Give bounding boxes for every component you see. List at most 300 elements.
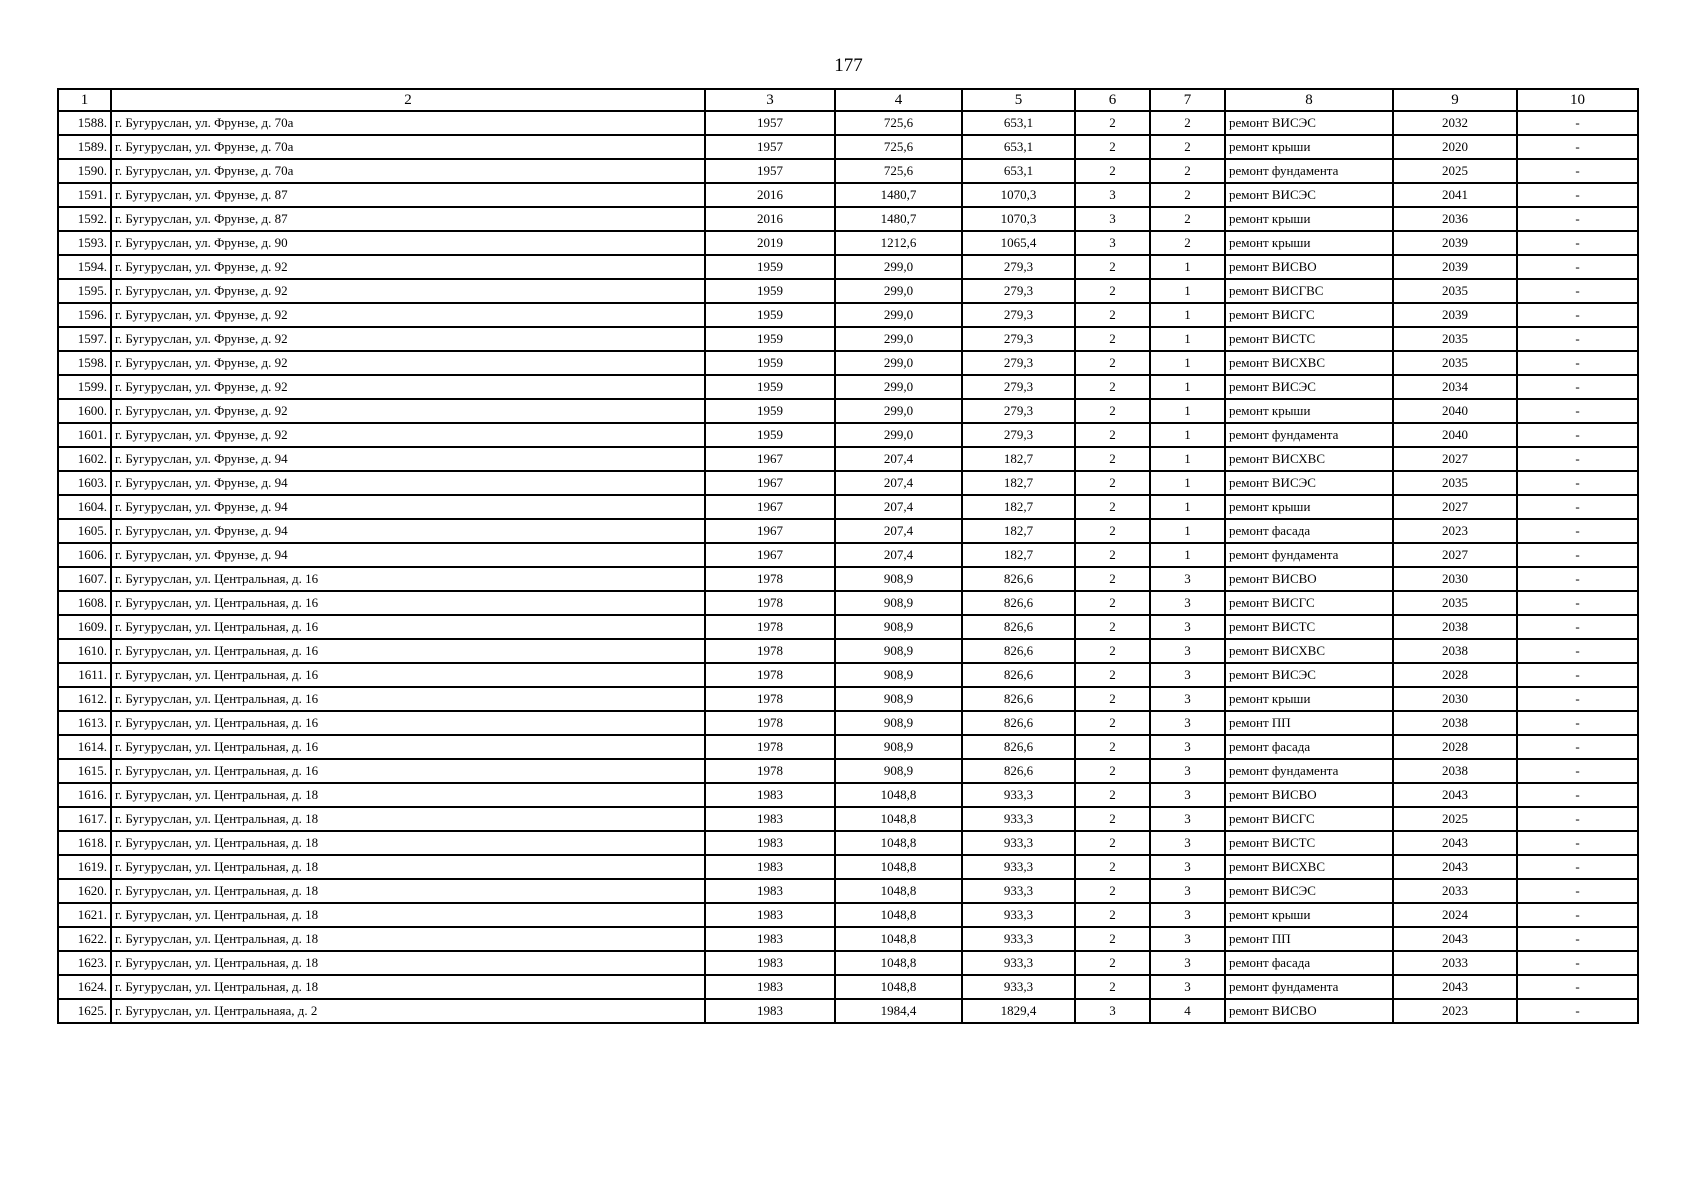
entrances-cell: 3 (1150, 951, 1225, 975)
note-cell: - (1517, 879, 1638, 903)
living-area-cell: 1829,4 (962, 999, 1075, 1023)
entrances-cell: 2 (1150, 207, 1225, 231)
living-area-cell: 653,1 (962, 159, 1075, 183)
work-type-cell: ремонт крыши (1225, 687, 1393, 711)
work-type-cell: ремонт ВИСХВС (1225, 639, 1393, 663)
planned-year-cell: 2041 (1393, 183, 1517, 207)
table-row (58, 423, 1638, 447)
note-cell: - (1517, 495, 1638, 519)
column-header-2: 2 (111, 89, 705, 111)
build-year-cell: 1983 (705, 783, 835, 807)
floors-cell: 2 (1075, 447, 1150, 471)
entrances-cell: 3 (1150, 903, 1225, 927)
note-cell: - (1517, 375, 1638, 399)
entrances-cell: 3 (1150, 783, 1225, 807)
note-cell: - (1517, 111, 1638, 135)
entrances-cell: 2 (1150, 111, 1225, 135)
build-year-cell: 1983 (705, 903, 835, 927)
floors-cell: 2 (1075, 591, 1150, 615)
address-cell: г. Бугуруслан, ул. Центральная, д. 18 (111, 927, 705, 951)
address-cell: г. Бугуруслан, ул. Центральная, д. 18 (111, 783, 705, 807)
floors-cell: 2 (1075, 159, 1150, 183)
entrances-cell: 1 (1150, 279, 1225, 303)
column-header-3: 3 (705, 89, 835, 111)
table-row (58, 759, 1638, 783)
row-number-cell: 1594. (58, 255, 111, 279)
entrances-cell: 2 (1150, 231, 1225, 255)
entrances-cell: 1 (1150, 399, 1225, 423)
table-row (58, 639, 1638, 663)
floors-cell: 2 (1075, 951, 1150, 975)
build-year-cell: 1978 (705, 567, 835, 591)
note-cell: - (1517, 255, 1638, 279)
note-cell: - (1517, 423, 1638, 447)
work-type-cell: ремонт ВИСГС (1225, 807, 1393, 831)
address-cell: г. Бугуруслан, ул. Центральная, д. 16 (111, 663, 705, 687)
entrances-cell: 3 (1150, 975, 1225, 999)
floors-cell: 2 (1075, 111, 1150, 135)
work-type-cell: ремонт ВИСВО (1225, 255, 1393, 279)
planned-year-cell: 2035 (1393, 471, 1517, 495)
address-cell: г. Бугуруслан, ул. Фрунзе, д. 92 (111, 399, 705, 423)
address-cell: г. Бугуруслан, ул. Фрунзе, д. 92 (111, 351, 705, 375)
address-cell: г. Бугуруслан, ул. Центральная, д. 18 (111, 951, 705, 975)
note-cell: - (1517, 567, 1638, 591)
build-year-cell: 1983 (705, 831, 835, 855)
planned-year-cell: 2038 (1393, 711, 1517, 735)
entrances-cell: 4 (1150, 999, 1225, 1023)
row-number-cell: 1598. (58, 351, 111, 375)
entrances-cell: 3 (1150, 567, 1225, 591)
note-cell: - (1517, 975, 1638, 999)
planned-year-cell: 2043 (1393, 855, 1517, 879)
entrances-cell: 1 (1150, 543, 1225, 567)
work-type-cell: ремонт ВИСВО (1225, 999, 1393, 1023)
work-type-cell: ремонт фасада (1225, 951, 1393, 975)
total-area-cell: 207,4 (835, 471, 962, 495)
floors-cell: 2 (1075, 255, 1150, 279)
planned-year-cell: 2039 (1393, 303, 1517, 327)
entrances-cell: 1 (1150, 303, 1225, 327)
build-year-cell: 1978 (705, 663, 835, 687)
entrances-cell: 3 (1150, 807, 1225, 831)
row-number-cell: 1611. (58, 663, 111, 687)
planned-year-cell: 2028 (1393, 663, 1517, 687)
work-type-cell: ремонт ВИСТС (1225, 831, 1393, 855)
build-year-cell: 1983 (705, 951, 835, 975)
floors-cell: 2 (1075, 543, 1150, 567)
work-type-cell: ремонт ВИСХВС (1225, 855, 1393, 879)
table-row (58, 183, 1638, 207)
build-year-cell: 1983 (705, 975, 835, 999)
total-area-cell: 1480,7 (835, 207, 962, 231)
address-cell: г. Бугуруслан, ул. Фрунзе, д. 92 (111, 375, 705, 399)
note-cell: - (1517, 951, 1638, 975)
address-cell: г. Бугуруслан, ул. Фрунзе, д. 94 (111, 495, 705, 519)
build-year-cell: 1957 (705, 135, 835, 159)
table-row (58, 519, 1638, 543)
row-number-cell: 1591. (58, 183, 111, 207)
living-area-cell: 182,7 (962, 447, 1075, 471)
entrances-cell: 2 (1150, 135, 1225, 159)
note-cell: - (1517, 903, 1638, 927)
address-cell: г. Бугуруслан, ул. Центральная, д. 18 (111, 855, 705, 879)
note-cell: - (1517, 327, 1638, 351)
address-cell: г. Бугуруслан, ул. Фрунзе, д. 92 (111, 423, 705, 447)
build-year-cell: 1959 (705, 423, 835, 447)
total-area-cell: 299,0 (835, 399, 962, 423)
living-area-cell: 826,6 (962, 591, 1075, 615)
note-cell: - (1517, 999, 1638, 1023)
note-cell: - (1517, 159, 1638, 183)
address-cell: г. Бугуруслан, ул. Центральная, д. 18 (111, 903, 705, 927)
planned-year-cell: 2035 (1393, 327, 1517, 351)
floors-cell: 2 (1075, 375, 1150, 399)
work-type-cell: ремонт крыши (1225, 207, 1393, 231)
build-year-cell: 2016 (705, 207, 835, 231)
address-cell: г. Бугуруслан, ул. Центральная, д. 18 (111, 975, 705, 999)
table-row (58, 135, 1638, 159)
total-area-cell: 908,9 (835, 687, 962, 711)
entrances-cell: 3 (1150, 711, 1225, 735)
total-area-cell: 207,4 (835, 519, 962, 543)
build-year-cell: 1967 (705, 471, 835, 495)
floors-cell: 2 (1075, 783, 1150, 807)
floors-cell: 2 (1075, 303, 1150, 327)
floors-cell: 2 (1075, 639, 1150, 663)
table-row (58, 951, 1638, 975)
floors-cell: 3 (1075, 999, 1150, 1023)
total-area-cell: 1048,8 (835, 951, 962, 975)
column-header-9: 9 (1393, 89, 1517, 111)
address-cell: г. Бугуруслан, ул. Фрунзе, д. 87 (111, 183, 705, 207)
address-cell: г. Бугуруслан, ул. Фрунзе, д. 92 (111, 279, 705, 303)
table-row (58, 927, 1638, 951)
column-header-7: 7 (1150, 89, 1225, 111)
address-cell: г. Бугуруслан, ул. Центральная, д. 16 (111, 615, 705, 639)
address-cell: г. Бугуруслан, ул. Фрунзе, д. 92 (111, 303, 705, 327)
address-cell: г. Бугуруслан, ул. Центральная, д. 16 (111, 711, 705, 735)
note-cell: - (1517, 831, 1638, 855)
build-year-cell: 1967 (705, 519, 835, 543)
living-area-cell: 826,6 (962, 567, 1075, 591)
planned-year-cell: 2035 (1393, 351, 1517, 375)
row-number-cell: 1618. (58, 831, 111, 855)
address-cell: г. Бугуруслан, ул. Центральная, д. 16 (111, 687, 705, 711)
floors-cell: 2 (1075, 903, 1150, 927)
table-row (58, 855, 1638, 879)
work-type-cell: ремонт крыши (1225, 399, 1393, 423)
total-area-cell: 299,0 (835, 423, 962, 447)
total-area-cell: 207,4 (835, 495, 962, 519)
table-row (58, 975, 1638, 999)
work-type-cell: ремонт фасада (1225, 735, 1393, 759)
note-cell: - (1517, 207, 1638, 231)
entrances-cell: 1 (1150, 255, 1225, 279)
total-area-cell: 299,0 (835, 255, 962, 279)
living-area-cell: 826,6 (962, 687, 1075, 711)
living-area-cell: 826,6 (962, 639, 1075, 663)
row-number-cell: 1604. (58, 495, 111, 519)
build-year-cell: 1983 (705, 927, 835, 951)
build-year-cell: 1959 (705, 327, 835, 351)
housing-registry-table (57, 88, 1639, 1024)
table-row (58, 375, 1638, 399)
total-area-cell: 908,9 (835, 591, 962, 615)
total-area-cell: 299,0 (835, 303, 962, 327)
build-year-cell: 1983 (705, 807, 835, 831)
note-cell: - (1517, 639, 1638, 663)
table-row (58, 615, 1638, 639)
address-cell: г. Бугуруслан, ул. Фрунзе, д. 92 (111, 327, 705, 351)
total-area-cell: 725,6 (835, 111, 962, 135)
table-row (58, 495, 1638, 519)
entrances-cell: 3 (1150, 759, 1225, 783)
address-cell: г. Бугуруслан, ул. Фрунзе, д. 87 (111, 207, 705, 231)
row-number-cell: 1596. (58, 303, 111, 327)
entrances-cell: 1 (1150, 351, 1225, 375)
row-number-cell: 1609. (58, 615, 111, 639)
column-header-1: 1 (58, 89, 111, 111)
floors-cell: 2 (1075, 855, 1150, 879)
floors-cell: 3 (1075, 183, 1150, 207)
note-cell: - (1517, 279, 1638, 303)
work-type-cell: ремонт фасада (1225, 519, 1393, 543)
table-row (58, 471, 1638, 495)
work-type-cell: ремонт ВИСЭС (1225, 663, 1393, 687)
floors-cell: 2 (1075, 279, 1150, 303)
row-number-cell: 1599. (58, 375, 111, 399)
floors-cell: 2 (1075, 927, 1150, 951)
work-type-cell: ремонт ВИСВО (1225, 783, 1393, 807)
address-cell: г. Бугуруслан, ул. Центральная, д. 16 (111, 735, 705, 759)
note-cell: - (1517, 591, 1638, 615)
address-cell: г. Бугуруслан, ул. Центральнаяа, д. 2 (111, 999, 705, 1023)
row-number-cell: 1619. (58, 855, 111, 879)
address-cell: г. Бугуруслан, ул. Фрунзе, д. 70а (111, 159, 705, 183)
row-number-cell: 1622. (58, 927, 111, 951)
note-cell: - (1517, 135, 1638, 159)
work-type-cell: ремонт ВИСЭС (1225, 471, 1393, 495)
planned-year-cell: 2038 (1393, 639, 1517, 663)
entrances-cell: 3 (1150, 831, 1225, 855)
work-type-cell: ремонт ВИСЭС (1225, 375, 1393, 399)
column-header-8: 8 (1225, 89, 1393, 111)
entrances-cell: 3 (1150, 687, 1225, 711)
address-cell: г. Бугуруслан, ул. Центральная, д. 18 (111, 879, 705, 903)
total-area-cell: 1048,8 (835, 831, 962, 855)
total-area-cell: 299,0 (835, 327, 962, 351)
total-area-cell: 299,0 (835, 279, 962, 303)
living-area-cell: 933,3 (962, 807, 1075, 831)
row-number-cell: 1593. (58, 231, 111, 255)
planned-year-cell: 2038 (1393, 759, 1517, 783)
total-area-cell: 1212,6 (835, 231, 962, 255)
row-number-cell: 1589. (58, 135, 111, 159)
table-row (58, 807, 1638, 831)
total-area-cell: 908,9 (835, 711, 962, 735)
planned-year-cell: 2043 (1393, 975, 1517, 999)
planned-year-cell: 2038 (1393, 615, 1517, 639)
address-cell: г. Бугуруслан, ул. Фрунзе, д. 94 (111, 471, 705, 495)
address-cell: г. Бугуруслан, ул. Центральная, д. 18 (111, 807, 705, 831)
floors-cell: 2 (1075, 831, 1150, 855)
table-row (58, 327, 1638, 351)
table-row (58, 255, 1638, 279)
address-cell: г. Бугуруслан, ул. Фрунзе, д. 90 (111, 231, 705, 255)
total-area-cell: 299,0 (835, 375, 962, 399)
living-area-cell: 182,7 (962, 495, 1075, 519)
build-year-cell: 2019 (705, 231, 835, 255)
planned-year-cell: 2034 (1393, 375, 1517, 399)
floors-cell: 2 (1075, 351, 1150, 375)
total-area-cell: 908,9 (835, 735, 962, 759)
work-type-cell: ремонт ВИСЭС (1225, 879, 1393, 903)
planned-year-cell: 2025 (1393, 807, 1517, 831)
build-year-cell: 1959 (705, 375, 835, 399)
entrances-cell: 3 (1150, 639, 1225, 663)
total-area-cell: 1048,8 (835, 879, 962, 903)
row-number-cell: 1601. (58, 423, 111, 447)
row-number-cell: 1592. (58, 207, 111, 231)
living-area-cell: 933,3 (962, 903, 1075, 927)
table-row (58, 399, 1638, 423)
living-area-cell: 826,6 (962, 711, 1075, 735)
note-cell: - (1517, 615, 1638, 639)
note-cell: - (1517, 231, 1638, 255)
living-area-cell: 653,1 (962, 135, 1075, 159)
table-row (58, 999, 1638, 1023)
build-year-cell: 1978 (705, 759, 835, 783)
total-area-cell: 908,9 (835, 759, 962, 783)
note-cell: - (1517, 735, 1638, 759)
build-year-cell: 1983 (705, 879, 835, 903)
build-year-cell: 1967 (705, 447, 835, 471)
note-cell: - (1517, 303, 1638, 327)
floors-cell: 2 (1075, 879, 1150, 903)
floors-cell: 2 (1075, 807, 1150, 831)
total-area-cell: 725,6 (835, 159, 962, 183)
note-cell: - (1517, 351, 1638, 375)
floors-cell: 2 (1075, 495, 1150, 519)
row-number-cell: 1606. (58, 543, 111, 567)
work-type-cell: ремонт крыши (1225, 495, 1393, 519)
table-row (58, 207, 1638, 231)
column-header-6: 6 (1075, 89, 1150, 111)
table-row (58, 831, 1638, 855)
table-row (58, 591, 1638, 615)
living-area-cell: 933,3 (962, 855, 1075, 879)
planned-year-cell: 2023 (1393, 519, 1517, 543)
work-type-cell: ремонт ПП (1225, 711, 1393, 735)
table-row (58, 231, 1638, 255)
floors-cell: 2 (1075, 567, 1150, 591)
row-number-cell: 1624. (58, 975, 111, 999)
build-year-cell: 1978 (705, 591, 835, 615)
address-cell: г. Бугуруслан, ул. Фрунзе, д. 70а (111, 135, 705, 159)
note-cell: - (1517, 471, 1638, 495)
build-year-cell: 1959 (705, 351, 835, 375)
planned-year-cell: 2036 (1393, 207, 1517, 231)
work-type-cell: ремонт ПП (1225, 927, 1393, 951)
build-year-cell: 1978 (705, 735, 835, 759)
row-number-cell: 1595. (58, 279, 111, 303)
total-area-cell: 725,6 (835, 135, 962, 159)
work-type-cell: ремонт ВИСХВС (1225, 447, 1393, 471)
planned-year-cell: 2020 (1393, 135, 1517, 159)
row-number-cell: 1603. (58, 471, 111, 495)
total-area-cell: 1480,7 (835, 183, 962, 207)
living-area-cell: 182,7 (962, 543, 1075, 567)
table-row (58, 735, 1638, 759)
row-number-cell: 1607. (58, 567, 111, 591)
planned-year-cell: 2039 (1393, 255, 1517, 279)
planned-year-cell: 2024 (1393, 903, 1517, 927)
floors-cell: 2 (1075, 735, 1150, 759)
address-cell: г. Бугуруслан, ул. Фрунзе, д. 92 (111, 255, 705, 279)
column-header-4: 4 (835, 89, 962, 111)
row-number-cell: 1605. (58, 519, 111, 543)
floors-cell: 2 (1075, 519, 1150, 543)
row-number-cell: 1617. (58, 807, 111, 831)
address-cell: г. Бугуруслан, ул. Центральная, д. 16 (111, 567, 705, 591)
table-row (58, 543, 1638, 567)
living-area-cell: 933,3 (962, 879, 1075, 903)
floors-cell: 2 (1075, 687, 1150, 711)
address-cell: г. Бугуруслан, ул. Центральная, д. 18 (111, 831, 705, 855)
living-area-cell: 1070,3 (962, 207, 1075, 231)
build-year-cell: 2016 (705, 183, 835, 207)
entrances-cell: 3 (1150, 735, 1225, 759)
note-cell: - (1517, 399, 1638, 423)
note-cell: - (1517, 927, 1638, 951)
build-year-cell: 1983 (705, 855, 835, 879)
address-cell: г. Бугуруслан, ул. Фрунзе, д. 94 (111, 447, 705, 471)
table-row (58, 159, 1638, 183)
row-number-cell: 1620. (58, 879, 111, 903)
row-number-cell: 1608. (58, 591, 111, 615)
living-area-cell: 279,3 (962, 399, 1075, 423)
work-type-cell: ремонт ВИСВО (1225, 567, 1393, 591)
floors-cell: 2 (1075, 399, 1150, 423)
planned-year-cell: 2033 (1393, 951, 1517, 975)
note-cell: - (1517, 759, 1638, 783)
work-type-cell: ремонт ВИСГВС (1225, 279, 1393, 303)
living-area-cell: 182,7 (962, 519, 1075, 543)
address-cell: г. Бугуруслан, ул. Центральная, д. 16 (111, 639, 705, 663)
entrances-cell: 1 (1150, 375, 1225, 399)
living-area-cell: 182,7 (962, 471, 1075, 495)
planned-year-cell: 2040 (1393, 399, 1517, 423)
planned-year-cell: 2030 (1393, 567, 1517, 591)
row-number-cell: 1602. (58, 447, 111, 471)
work-type-cell: ремонт фундамента (1225, 975, 1393, 999)
note-cell: - (1517, 807, 1638, 831)
total-area-cell: 908,9 (835, 639, 962, 663)
row-number-cell: 1610. (58, 639, 111, 663)
table-row (58, 711, 1638, 735)
build-year-cell: 1959 (705, 255, 835, 279)
note-cell: - (1517, 783, 1638, 807)
living-area-cell: 933,3 (962, 927, 1075, 951)
build-year-cell: 1967 (705, 543, 835, 567)
living-area-cell: 653,1 (962, 111, 1075, 135)
note-cell: - (1517, 711, 1638, 735)
address-cell: г. Бугуруслан, ул. Фрунзе, д. 94 (111, 543, 705, 567)
planned-year-cell: 2027 (1393, 543, 1517, 567)
total-area-cell: 1984,4 (835, 999, 962, 1023)
build-year-cell: 1957 (705, 111, 835, 135)
